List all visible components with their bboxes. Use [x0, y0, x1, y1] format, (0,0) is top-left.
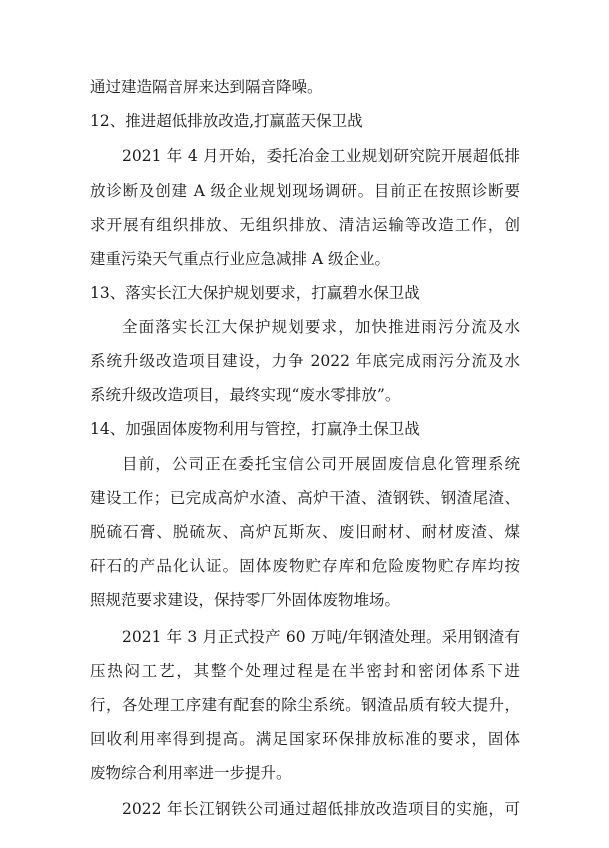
paragraph-line: 放诊断及创建 A 级企业规划现场调研。目前正在按照诊断要	[90, 182, 520, 200]
paragraph-line: 求开展有组织排放、无组织排放、清洁运输等改造工作，创	[90, 216, 520, 234]
paragraph-line: 废物综合利用率进一步提升。	[90, 764, 292, 782]
paragraph-line: 脱硫石膏、脱硫灰、高炉瓦斯灰、废旧耐材、耐材废渣、煤	[90, 523, 520, 541]
paragraph-line: 目前，公司正在委托宝信公司开展固废信息化管理系统	[122, 455, 520, 473]
paragraph-line: 2021 年 3 月正式投产 60 万吨/年钢渣处理。采用钢渣有	[122, 628, 520, 646]
section-heading-13: 13、落实长江大保护规划要求，打赢碧水保卫战	[90, 284, 420, 302]
paragraph-line: 系统升级改造项目，最终实现“废水零排放”。	[90, 386, 401, 404]
paragraph-line: 全面落实长江大保护规划要求，加快推进雨污分流及水	[122, 318, 520, 336]
paragraph-line: 建设工作；已完成高炉水渣、高炉干渣、渣钢铁、钢渣尾渣、	[90, 489, 520, 507]
paragraph-line: 2022 年长江钢铁公司通过超低排放改造项目的实施，可	[122, 800, 520, 818]
paragraph-line: 压热闷工艺，其整个处理过程是在半密封和密闭体系下进	[90, 662, 520, 680]
paragraph-line: 通过建造隔音屏来达到隔音降噪。	[90, 78, 323, 96]
section-heading-12: 12、推进超低排放改造,打赢蓝天保卫战	[90, 112, 363, 130]
paragraph-line: 矸石的产品化认证。固体废物贮存库和危险废物贮存库均按	[90, 557, 520, 575]
paragraph-line: 系统升级改造项目建设，力争 2022 年底完成雨污分流及水	[90, 352, 520, 370]
paragraph-line: 2021 年 4 月开始，委托冶金工业规划研究院开展超低排	[122, 147, 520, 165]
paragraph-line: 建重污染天气重点行业应急减排 A 级企业。	[90, 250, 391, 268]
section-heading-14: 14、加强固体废物利用与管控，打赢净土保卫战	[90, 420, 420, 438]
paragraph-line: 回收利用率得到提高。满足国家环保排放标准的要求，固体	[90, 730, 520, 748]
paragraph-line: 行，各处理工序建有配套的除尘系统。钢渣品质有较大提升，	[90, 696, 520, 714]
paragraph-line: 照规范要求建设，保持零厂外固体废物堆场。	[90, 591, 401, 609]
